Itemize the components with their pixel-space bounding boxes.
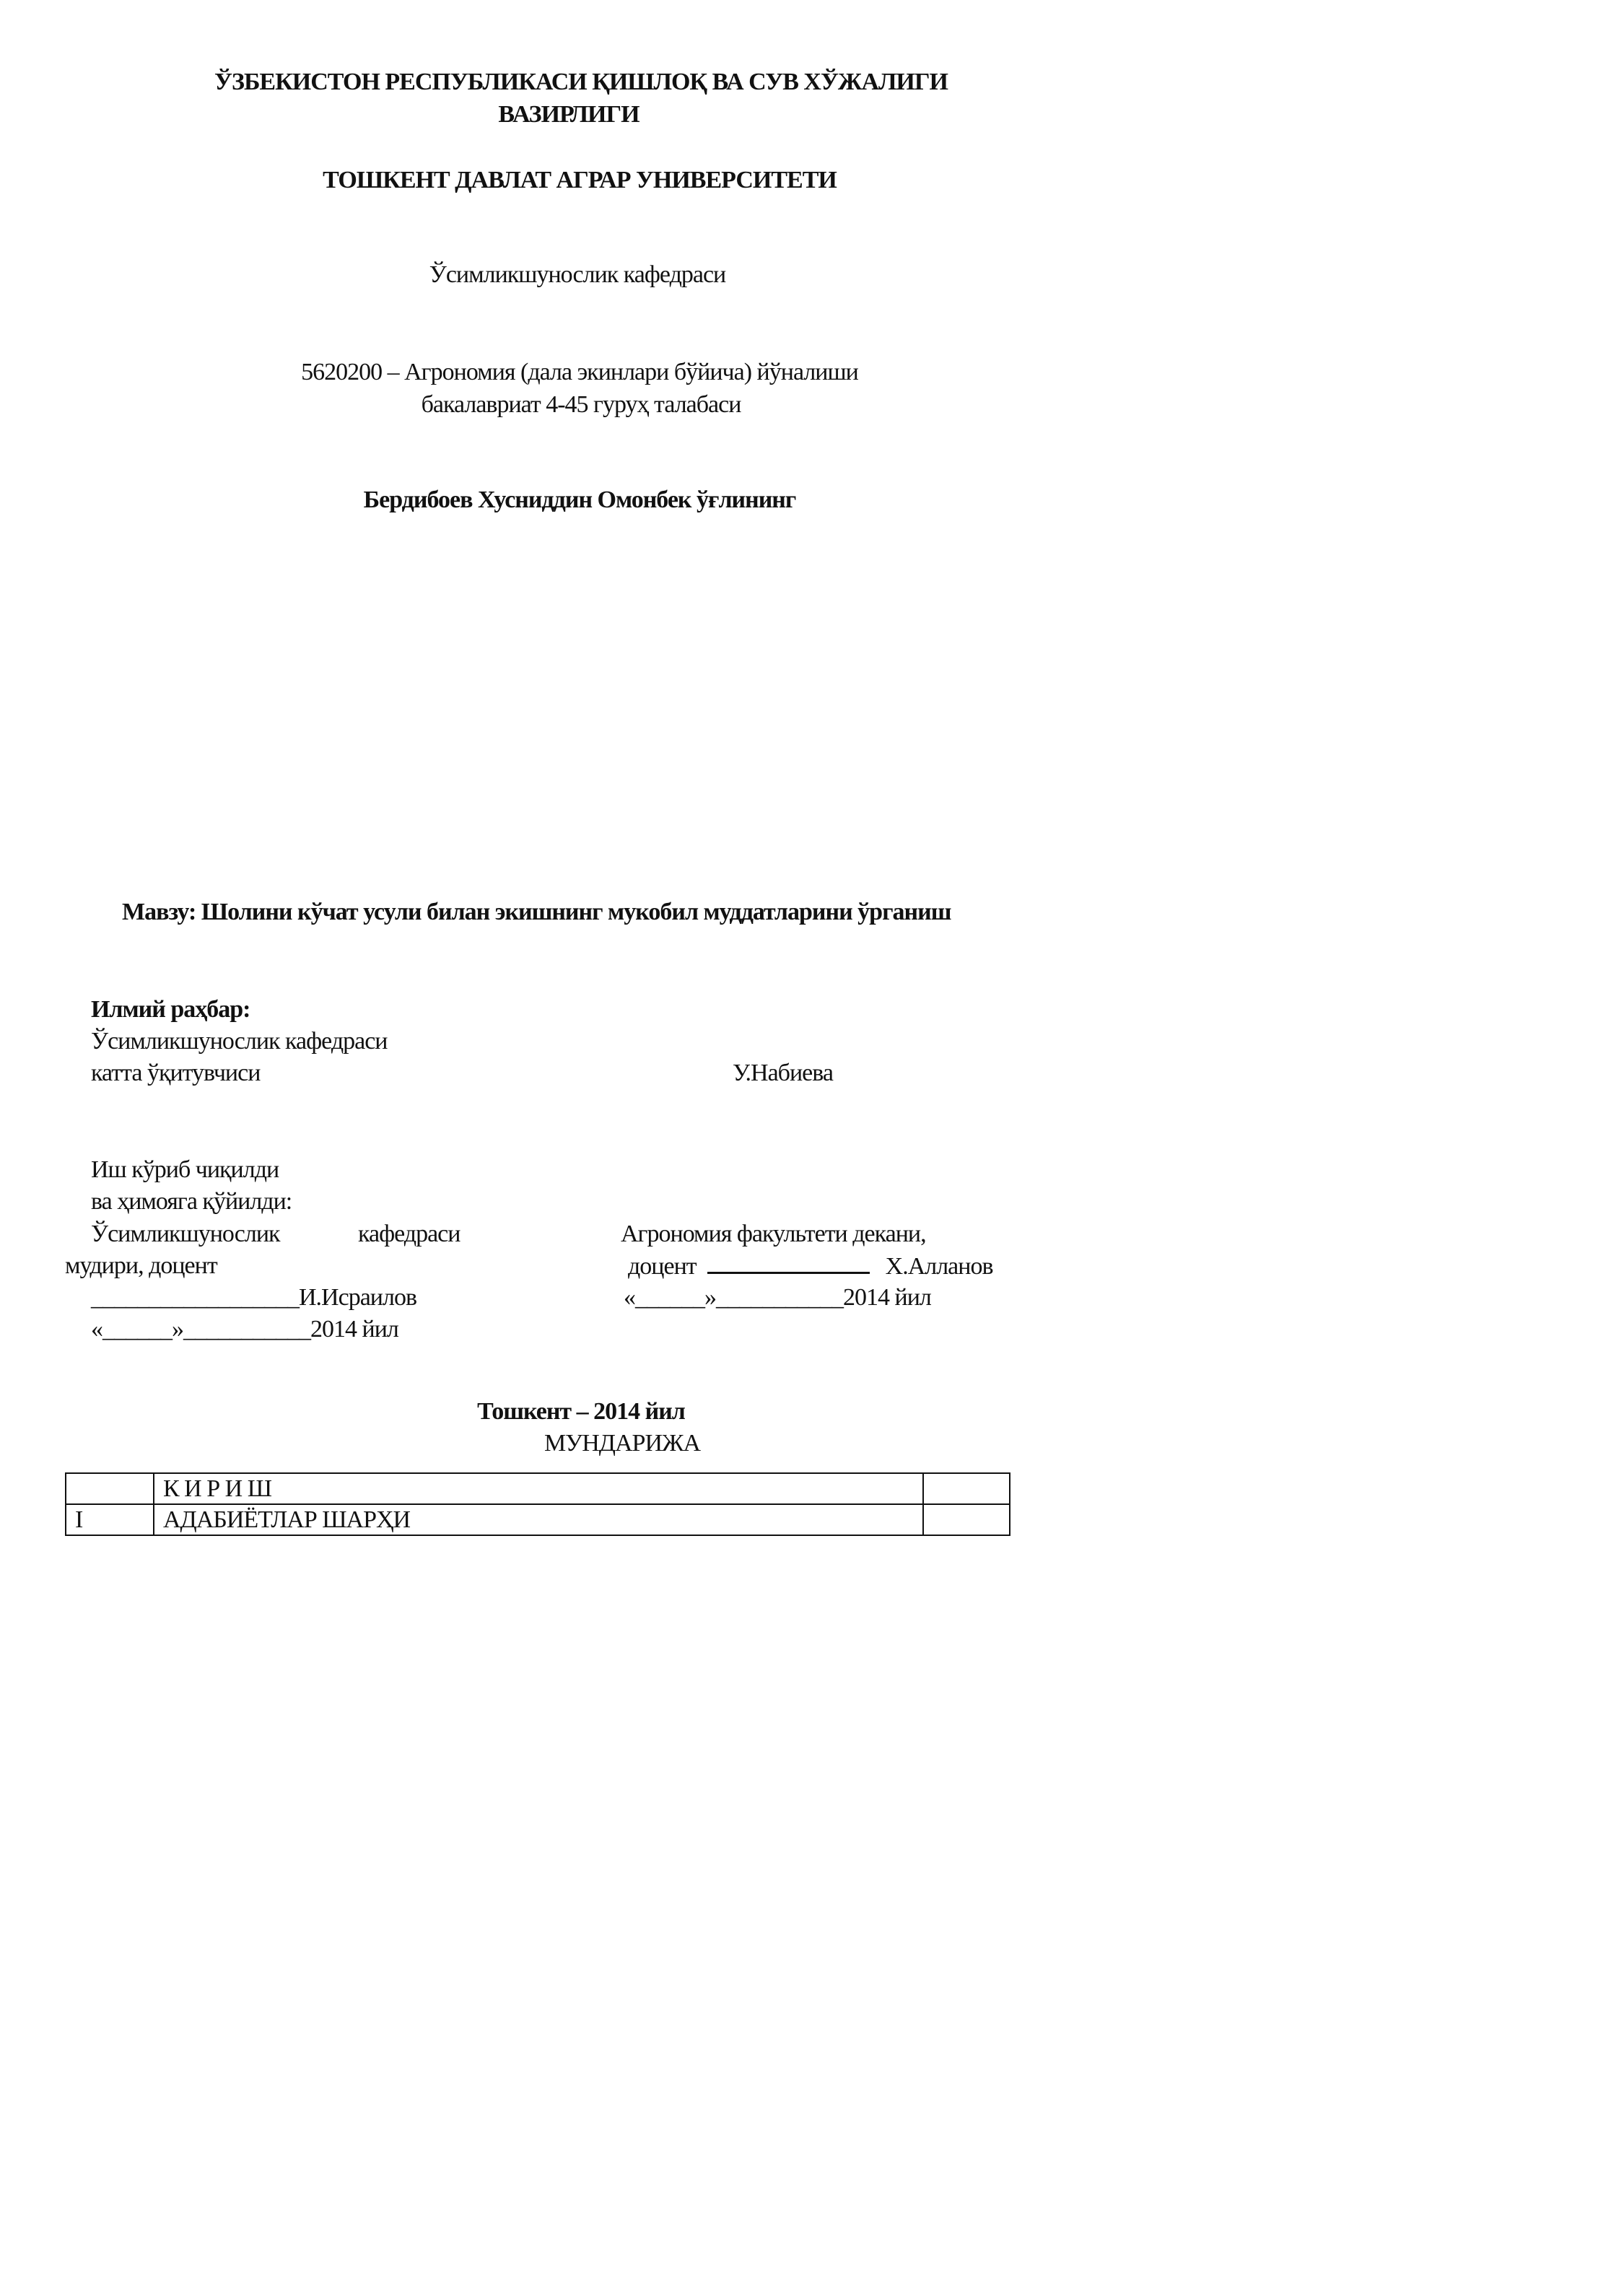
contents-title-cell: АДАБИЁТЛАР ШАРҲИ — [154, 1504, 923, 1535]
program-line-1: 5620200 – Агрономия (дала экинлари бўйича) йўналиши — [301, 359, 858, 385]
table-row — [66, 1473, 1010, 1504]
dean-signature-line — [707, 1250, 870, 1274]
approval-submitted: ва ҳимояга қўйилди: — [91, 1188, 292, 1215]
student-name: Бердибоев Хусниддин Омонбек ўғлининг — [363, 486, 796, 513]
ministry-title-line1: ЎЗБЕКИСТОН РЕСПУБЛИКАСИ ҚИШЛОҚ ВА СУВ ХЎЖАЛИГИ — [214, 69, 948, 95]
dean-date: «______»___________2014 йил — [624, 1284, 931, 1311]
thesis-topic: Мавзу: Шолини кўчат усули билан экишнинг мукобил муддатларини ўрганиш — [122, 899, 951, 925]
supervisor-position: катта ўқитувчиси — [91, 1060, 261, 1086]
contents-page — [923, 1504, 1010, 1535]
dean-position — [628, 1250, 993, 1283]
supervisor-department: Ўсимликшунослик кафедраси — [91, 1028, 388, 1055]
dean-position-label: доцент — [628, 1253, 697, 1280]
head-department-label-2: кафедраси — [358, 1221, 460, 1247]
university-name: ТОШКЕНТ ДАВЛАТ АГРАР УНИВЕРСИТЕТИ — [323, 167, 837, 193]
ministry-title-line2: ВАЗИРЛИГИ — [498, 101, 639, 128]
program-line-2: бакалавриат 4-45 гуруҳ талабаси — [421, 391, 741, 418]
contents-title: МУНДАРИЖА — [543, 1430, 701, 1457]
dean-name: Х.Алланов — [885, 1253, 993, 1280]
supervisor-name: У.Набиева — [733, 1060, 833, 1086]
head-department-signature: __________________И.Исраилов — [91, 1284, 417, 1311]
contents-page — [923, 1473, 1010, 1504]
approval-reviewed: Иш кўриб чиқилди — [91, 1156, 279, 1183]
head-department-label: Ўсимликшунослик — [91, 1221, 280, 1247]
supervisor-heading: Илмий раҳбар: — [91, 996, 250, 1023]
head-department-title: мудири, доцент — [65, 1252, 217, 1279]
place-year: Тошкент – 2014 йил — [477, 1398, 685, 1425]
department-name: Ўсимликшунослик кафедраси — [429, 261, 726, 288]
table-row — [66, 1504, 1010, 1535]
contents-number — [66, 1473, 154, 1504]
contents-title-cell: К И Р И Ш — [154, 1473, 923, 1504]
contents-table — [65, 1472, 1010, 1536]
dean-title: Агрономия факультети декани, — [621, 1221, 926, 1247]
head-department-date: «______»___________2014 йил — [91, 1316, 398, 1343]
contents-number: I — [66, 1504, 154, 1535]
